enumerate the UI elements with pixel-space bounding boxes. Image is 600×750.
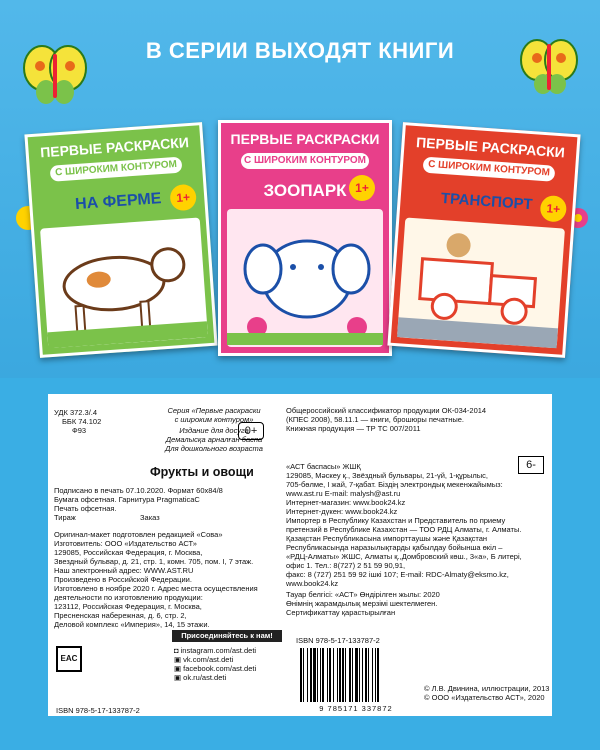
join-banner: Присоединяйтесь к нам! (172, 630, 282, 642)
edition-line3: Для дошкольного возраста (165, 444, 263, 453)
facebook-text: facebook.com/ast.deti (183, 664, 257, 673)
bbk: ББК 74.102 (62, 417, 102, 426)
facebook-icon: ▣ (174, 664, 184, 673)
kz-line12: офис 1. Тел.: 8(727) 2 51 59 90,91, (286, 561, 406, 570)
kz-line5: Интернет-магазин: www.book24.kz (286, 498, 406, 507)
age-mark-0: 0+ (238, 422, 264, 440)
kz-line17: Сертификаттау қарастырылған (286, 608, 396, 617)
elephant-illustration (227, 209, 383, 347)
layout-credit: Оригинал-макет подготовлен редакцией «Сова» (54, 530, 223, 539)
cow-illustration (40, 217, 208, 348)
series-subtitle: С ШИРОКИМ КОНТУРОМ (50, 157, 183, 182)
ok-link[interactable] (174, 673, 226, 683)
series-title: ПЕРВЫЕ РАСКРАСКИ (415, 134, 566, 161)
imprint-panel (48, 394, 552, 716)
age-mark-6: 6- (518, 456, 544, 474)
isbn-bottom: ISBN 978-5-17-133787-2 (56, 706, 140, 715)
book-title: ЗООПАРК (263, 181, 347, 200)
book-title: НА ФЕРМЕ (74, 190, 162, 214)
headline: В СЕРИИ ВЫХОДЯТ КНИГИ (145, 38, 455, 63)
copyright-publisher: © ООО «Издательство АСТ», 2020 (424, 693, 545, 702)
copyright-illustrations: © Л.В. Двинина, иллюстрации, 2013 (424, 684, 550, 693)
plant-line1: 123112, Российская Федерация, г. Москва, (54, 602, 202, 611)
edition-line2: Демалысқа арналған баспа (165, 435, 263, 444)
udk: УДК 372.3/.4 (54, 408, 98, 417)
kz-line15: Тауар белгісі: «АСТ» Өндірілген жылы: 2020 (286, 590, 440, 599)
kz-line1: «АСТ баспасы» ЖШҚ (286, 462, 361, 471)
kz-line6: Интернет-дүкен: www.book24.kz (286, 507, 398, 516)
okp-line2: (КПЕС 2008), 58.11.1 — книги, брошюры печатные. (286, 415, 464, 424)
book-title: Фрукты и овощи (150, 465, 254, 479)
series-title: ПЕРВЫЕ РАСКРАСКИ (39, 134, 190, 161)
okp-line1: Общероссийский классификатор продукции ОК-034-2014 (286, 406, 487, 415)
manufacturer: Изготовитель: ООО «Издательство АСТ» (54, 539, 197, 548)
website: Наш электронный адрес: WWW.AST.RU (54, 566, 194, 575)
vk-icon: ▣ (174, 655, 184, 664)
kz-line4: www.ast.ru E-mail: malysh@ast.ru (286, 489, 401, 498)
barcode-digits: 9 785171 337872 (319, 704, 393, 713)
kz-line9: Қазақстан Республикасына импорттаушы және Қазақстан (286, 534, 488, 543)
age-badge: 1+ (539, 195, 567, 223)
order-number: Заказ (140, 513, 160, 522)
print-line1: Подписано в печать 07.10.2020. Формат 60x84/8 (54, 486, 223, 495)
series-line1: Серия «Первые раскраски (167, 406, 261, 415)
truck-illustration (397, 217, 565, 348)
series-line2: с широким контуром» (174, 415, 254, 424)
edition-line1: Издание для досуга (179, 426, 249, 435)
book-cover-zoo (218, 120, 392, 356)
ok-icon: ▣ (174, 673, 184, 682)
kz-line14: www.book24.kz (286, 579, 339, 588)
print-line2: Бумага офсетная. Гарнитура PragmaticaC (54, 495, 200, 504)
kz-line10: Республикасында наразылықтарды қабылдау бойынша өкіл – (286, 543, 503, 552)
series-subtitle: С ШИРОКИМ КОНТУРОМ (423, 157, 556, 182)
barcode (296, 648, 416, 704)
book-title: ТРАНСПОРТ (440, 189, 534, 214)
butterfly-right-icon (515, 24, 585, 104)
instagram-icon: ◘ (174, 646, 181, 655)
kz-line2: 129085, Мәскеу қ., Звёздный бульвары, 21-үй, 1-құрылыс, (286, 471, 488, 480)
production-date2: деятельности по изготовлению продукции: (54, 593, 203, 602)
kz-line8: претензий в Республике Казахстан — ТОО РДЦ Алматы, г. Алматы. (286, 525, 522, 534)
kz-line11: «РДЦ-Алматы» ЖШС, Алматы қ.,Домбровский көш., 3«а», Б литері, (286, 552, 522, 561)
kz-line13: факс: 8 (727) 251 59 92 ішкі 107; E-mail: RDC-Almaty@eksmo.kz, (286, 570, 509, 579)
f-code: Ф93 (72, 426, 87, 435)
age-badge: 1+ (349, 175, 375, 201)
address-line2: Звездный бульвар, д. 21, стр. 1, комн. 705, пом. I, 7 этаж. (54, 557, 254, 566)
age-badge: 1+ (169, 184, 197, 212)
print-run: Тираж (54, 513, 76, 522)
made-in: Произведено в Российской Федерации. (54, 575, 192, 584)
plant-line2: Пресненская набережная, д. 6, стр. 2, (54, 611, 187, 620)
isbn-top: ISBN 978-5-17-133787-2 (296, 636, 380, 645)
production-date: Изготовлено в ноябре 2020 г. Адрес места осуществления (54, 584, 258, 593)
okp-line3: Книжная продукция — ТР ТС 007/2011 (286, 424, 421, 433)
kz-line16: Өнімнің жарамдылық мерзімі шектелмеген. (286, 599, 438, 608)
instagram-text: instagram.com/ast.deti (180, 646, 257, 655)
book-cover-transport (387, 122, 580, 358)
eac-mark: EAC (56, 646, 82, 672)
address-line1: 129085, Российская Федерация, г. Москва, (54, 548, 203, 557)
kz-line7: Импортер в Республику Казахстан и Представитель по приему (286, 516, 506, 525)
kz-line3: 705-бөлме, I жай, 7-қабат. Біздің электрондық мекенжайымыз: (286, 480, 503, 489)
series-subtitle: С ШИРОКИМ КОНТУРОМ (241, 153, 369, 169)
print-line3: Печать офсетная. (54, 504, 117, 513)
ok-text: ok.ru/ast.deti (183, 673, 227, 682)
plant-line3: Деловой комплекс «Империя», 14, 15 этажи. (54, 620, 210, 629)
vk-text: vk.com/ast.deti (183, 655, 234, 664)
book-cover-farm (24, 122, 217, 358)
series-title: ПЕРВЫЕ РАСКРАСКИ (230, 131, 380, 147)
